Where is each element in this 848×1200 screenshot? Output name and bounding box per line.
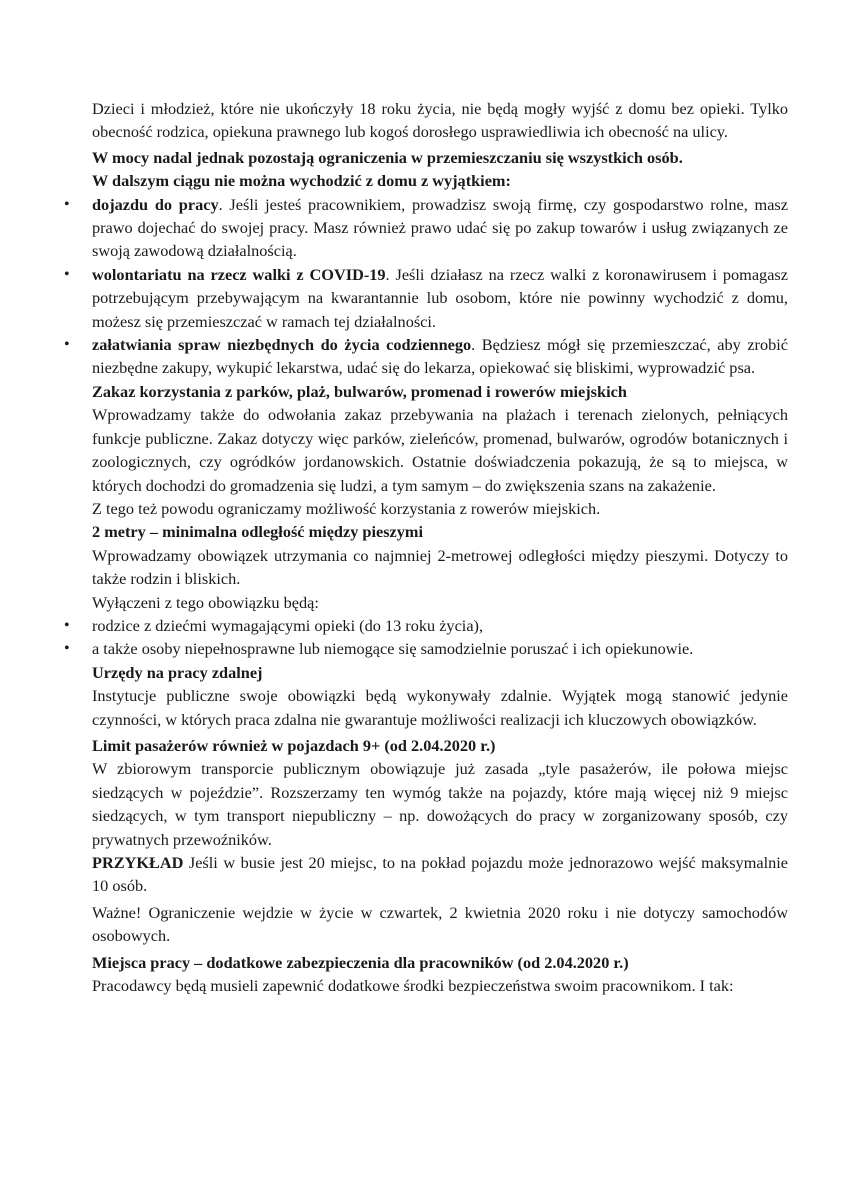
exceptions-list bbox=[64, 193, 789, 380]
exception-lead: wolontariatu na rzecz walki z COVID-19 bbox=[92, 264, 386, 284]
passengers-example bbox=[92, 851, 788, 898]
parks-body: Wprowadzamy także do odwołania zakaz przebywania na plażach i terenach zielonych, pełniących funkcje publiczne. Zakaz dotyczy więc parków, zieleńców, promenad, bulwarów, ogrodów botanicznych i zoologicznych, czy ogródków jordanowskich. Ostatnie doświadczenia pokazują, że są to miejsca, w których dochodzi do gromadzenia się ludzi, a tym samym – do zwiększenia szans na zakażenie. bbox=[92, 405, 788, 495]
list-item bbox=[64, 193, 788, 263]
exception-text: . Jeśli jesteś pracownikiem, prowadzisz swoją firmę, czy gospodarstwo rolne, masz prawo dojechać do swojej pracy. Masz również prawo udać się po zakup towarów i usług związanych ze swoją zawodową działalnością. bbox=[92, 194, 788, 261]
exception-lead: dojazdu do pracy bbox=[92, 194, 219, 214]
bullet-icon: • bbox=[64, 336, 70, 354]
distance-exempt-intro: Wyłączeni z tego obowiązku będą: bbox=[92, 592, 319, 612]
workplaces-heading: Miejsca pracy – dodatkowe zabezpieczenia dla pracowników (od 2.04.2020 r.) bbox=[92, 952, 629, 972]
list-item bbox=[64, 637, 788, 660]
bullet-icon: • bbox=[64, 265, 70, 283]
bullet-icon: • bbox=[64, 640, 70, 658]
offices-heading: Urzędy na pracy zdalnej bbox=[92, 662, 263, 682]
passengers-body: W zbiorowym transporcie publicznym obowiązuje już zasada „tyle pasażerów, ile połowa miejsc siedzących w pojeździe”. Rozszerzamy ten wymóg także na pojazdy, które mają więcej niż 9 miejsc siedzących, w tym transport niepubliczny – np. dowożących do pracy w zorganizowany sposób, czy prywatnych przewoźników. bbox=[92, 759, 788, 849]
example-text: Jeśli w busie jest 20 miejsc, to na pokład pojazdu może jednorazowo wejść maksymalnie 10 osób. bbox=[92, 853, 788, 896]
exception-text: . Będziesz mógł się przemieszczać, aby zrobić niezbędne zakupy, wykupić lekarstwa, udać się do lekarza, opiekować się bliskimi, wyprowadzić psa. bbox=[92, 335, 789, 378]
passengers-heading: Limit pasażerów również w pojazdach 9+ (od 2.04.2020 r.) bbox=[92, 735, 496, 755]
list-item bbox=[64, 333, 789, 380]
restrictions-heading-1: W mocy nadal jednak pozostają ograniczenia w przemieszczaniu się wszystkich osób. bbox=[92, 147, 683, 167]
parks-bikes: Z tego też powodu ograniczamy możliwość korzystania z rowerów miejskich. bbox=[92, 498, 601, 518]
exception-lead: załatwiania spraw niezbędnych do życia codziennego bbox=[92, 335, 472, 355]
restrictions-heading-2: W dalszym ciągu nie można wychodzić z domu z wyjątkiem: bbox=[92, 171, 511, 191]
exception-text: . Jeśli działasz na rzecz walki z koronawirusem i pomagasz potrzebującym przebywającym na kwarantannie lub osobom, które nie powinny wychodzić z domu, możesz się przemieszczać w ramach tej działalności. bbox=[92, 264, 788, 331]
distance-body: Wprowadzamy obowiązek utrzymania co najmniej 2-metrowej odległości między pieszymi. Dotyczy to także rodzin i bliskich. bbox=[92, 545, 788, 589]
bullet-icon: • bbox=[64, 616, 70, 634]
distance-heading: 2 metry – minimalna odległość między pieszymi bbox=[92, 522, 424, 542]
exempt-text: rodzice z dziećmi wymagającymi opieki (do 13 roku życia), bbox=[92, 615, 484, 635]
offices-body: Instytucje publiczne swoje obowiązki będą wykonywały zdalnie. Wyjątek mogą stanowić jedynie czynności, w których praca zdalna nie gwarantuje możliwości realizacji ich kluczowych obowiązków. bbox=[92, 686, 788, 729]
passengers-note: Ważne! Ograniczenie wejdzie w życie w czwartek, 2 kwietnia 2020 roku i nie dotyczy samochodów osobowych. bbox=[92, 902, 788, 946]
list-item bbox=[64, 614, 788, 637]
exempt-text: a także osoby niepełnosprawne lub niemogące się samodzielnie poruszać i ich opiekunowie. bbox=[92, 639, 694, 659]
workplaces-body: Pracodawcy będą musieli zapewnić dodatkowe środki bezpieczeństwa swoim pracownikom. I tak: bbox=[92, 976, 734, 996]
intro-paragraph: Dzieci i młodzież, które nie ukończyły 18 roku życia, nie będą mogły wyjść z domu bez opieki. Tylko obecność rodzica, opiekuna prawnego lub kogoś dorosłego usprawiedliwia ich obecność na ulicy. bbox=[92, 99, 788, 142]
parks-heading: Zakaz korzystania z parków, plaż, bulwarów, promenad i rowerów miejskich bbox=[92, 381, 627, 401]
list-item bbox=[64, 263, 788, 333]
example-lead: PRZYKŁAD bbox=[92, 853, 184, 872]
bullet-icon: • bbox=[64, 195, 70, 213]
distance-exempt-list bbox=[64, 614, 788, 661]
